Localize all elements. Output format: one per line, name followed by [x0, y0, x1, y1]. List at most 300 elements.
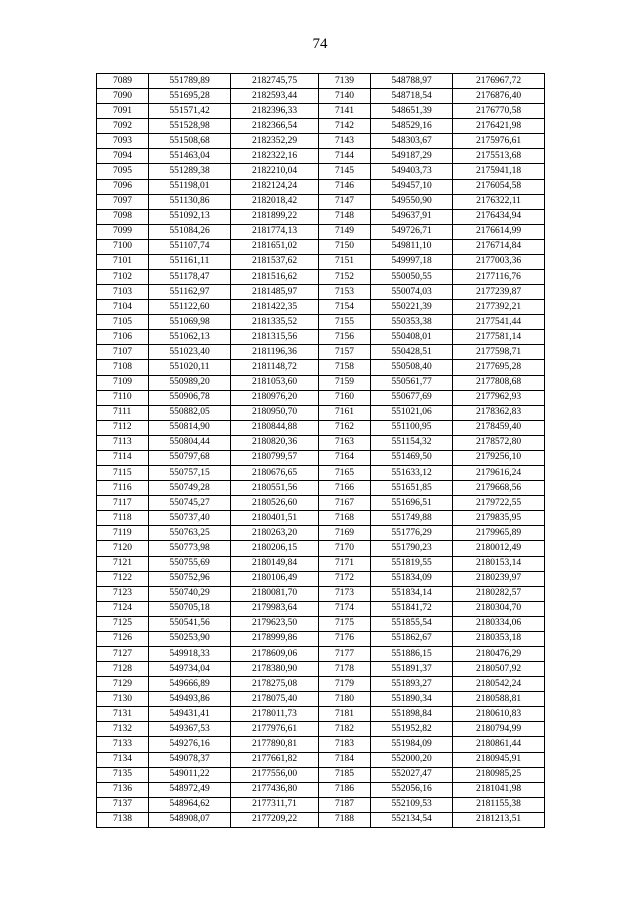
x-coordinate-left: 550757,15: [149, 466, 231, 481]
y-coordinate-right: 2180476,29: [453, 646, 545, 661]
x-coordinate-right: 550561,77: [371, 375, 453, 390]
x-coordinate-left: 551069,98: [149, 315, 231, 330]
table-row: [97, 767, 545, 782]
x-coordinate-left: 551162,97: [149, 285, 231, 300]
x-coordinate-left: 548964,62: [149, 797, 231, 812]
point-id-right: 7165: [319, 466, 371, 481]
table-row: [97, 631, 545, 646]
x-coordinate-left: 551092,13: [149, 209, 231, 224]
point-id-right: 7144: [319, 149, 371, 164]
point-id-right: 7174: [319, 601, 371, 616]
y-coordinate-right: 2176322,11: [453, 194, 545, 209]
table-row: [97, 104, 545, 119]
x-coordinate-left: 551789,89: [149, 74, 231, 89]
y-coordinate-right: 2180542,24: [453, 677, 545, 692]
x-coordinate-right: 551100,95: [371, 420, 453, 435]
x-coordinate-left: 548972,49: [149, 782, 231, 797]
x-coordinate-left: 551198,01: [149, 179, 231, 194]
x-coordinate-left: 549011,22: [149, 767, 231, 782]
y-coordinate-left: 2180799,57: [231, 450, 319, 465]
point-id-right: 7158: [319, 360, 371, 375]
point-id-left: 7108: [97, 360, 149, 375]
point-id-right: 7162: [319, 420, 371, 435]
point-id-left: 7113: [97, 435, 149, 450]
point-id-right: 7170: [319, 541, 371, 556]
table-row: [97, 752, 545, 767]
point-id-left: 7092: [97, 119, 149, 134]
y-coordinate-left: 2178275,08: [231, 677, 319, 692]
table-row: [97, 149, 545, 164]
x-coordinate-right: 552109,53: [371, 797, 453, 812]
y-coordinate-right: 2180861,44: [453, 737, 545, 752]
y-coordinate-right: 2181213,51: [453, 812, 545, 827]
point-id-right: 7178: [319, 662, 371, 677]
table-row: [97, 420, 545, 435]
point-id-left: 7129: [97, 677, 149, 692]
table-row: [97, 315, 545, 330]
table-row: [97, 164, 545, 179]
x-coordinate-left: 550773,98: [149, 541, 231, 556]
y-coordinate-right: 2178572,80: [453, 435, 545, 450]
table-row: [97, 390, 545, 405]
table-row: [97, 405, 545, 420]
y-coordinate-left: 2180149,84: [231, 556, 319, 571]
point-id-right: 7180: [319, 692, 371, 707]
point-id-right: 7141: [319, 104, 371, 119]
y-coordinate-right: 2181041,98: [453, 782, 545, 797]
y-coordinate-right: 2177116,76: [453, 270, 545, 285]
y-coordinate-right: 2180153,14: [453, 556, 545, 571]
y-coordinate-right: 2180945,91: [453, 752, 545, 767]
x-coordinate-right: 550353,38: [371, 315, 453, 330]
point-id-left: 7134: [97, 752, 149, 767]
y-coordinate-left: 2179983,64: [231, 601, 319, 616]
y-coordinate-right: 2176421,98: [453, 119, 545, 134]
point-id-left: 7124: [97, 601, 149, 616]
y-coordinate-right: 2177962,93: [453, 390, 545, 405]
table-row: [97, 466, 545, 481]
y-coordinate-left: 2180206,15: [231, 541, 319, 556]
y-coordinate-right: 2179722,55: [453, 496, 545, 511]
x-coordinate-left: 551130,86: [149, 194, 231, 209]
x-coordinate-right: 551819,55: [371, 556, 453, 571]
point-id-right: 7168: [319, 511, 371, 526]
point-id-right: 7167: [319, 496, 371, 511]
point-id-left: 7133: [97, 737, 149, 752]
x-coordinate-left: 551161,11: [149, 254, 231, 269]
point-id-right: 7151: [319, 254, 371, 269]
point-id-left: 7122: [97, 571, 149, 586]
x-coordinate-left: 551463,04: [149, 149, 231, 164]
x-coordinate-left: 550797,68: [149, 450, 231, 465]
point-id-left: 7112: [97, 420, 149, 435]
x-coordinate-right: 551021,06: [371, 405, 453, 420]
table-row: [97, 812, 545, 827]
point-id-right: 7172: [319, 571, 371, 586]
point-id-right: 7149: [319, 224, 371, 239]
point-id-left: 7136: [97, 782, 149, 797]
table-row: [97, 435, 545, 450]
point-id-left: 7106: [97, 330, 149, 345]
table-row: [97, 179, 545, 194]
x-coordinate-left: 550989,20: [149, 375, 231, 390]
x-coordinate-right: 551469,50: [371, 450, 453, 465]
x-coordinate-left: 550745,27: [149, 496, 231, 511]
y-coordinate-right: 2179616,24: [453, 466, 545, 481]
y-coordinate-right: 2176714,84: [453, 239, 545, 254]
y-coordinate-left: 2181537,62: [231, 254, 319, 269]
y-coordinate-right: 2176434,94: [453, 209, 545, 224]
x-coordinate-left: 551695,28: [149, 89, 231, 104]
y-coordinate-left: 2180401,51: [231, 511, 319, 526]
point-id-left: 7118: [97, 511, 149, 526]
y-coordinate-left: 2182396,33: [231, 104, 319, 119]
x-coordinate-right: 551790,23: [371, 541, 453, 556]
y-coordinate-right: 2176614,99: [453, 224, 545, 239]
y-coordinate-left: 2180976,20: [231, 390, 319, 405]
x-coordinate-left: 550814,90: [149, 420, 231, 435]
point-id-right: 7166: [319, 481, 371, 496]
table-row: [97, 797, 545, 812]
y-coordinate-left: 2181899,22: [231, 209, 319, 224]
point-id-right: 7169: [319, 526, 371, 541]
table-row: [97, 707, 545, 722]
x-coordinate-left: 549666,89: [149, 677, 231, 692]
point-id-right: 7160: [319, 390, 371, 405]
table-row: [97, 300, 545, 315]
table-row: [97, 375, 545, 390]
x-coordinate-left: 551508,68: [149, 134, 231, 149]
table-row: [97, 526, 545, 541]
y-coordinate-right: 2179256,10: [453, 450, 545, 465]
x-coordinate-left: 549431,41: [149, 707, 231, 722]
table-row: [97, 194, 545, 209]
point-id-right: 7163: [319, 435, 371, 450]
x-coordinate-right: 550428,51: [371, 345, 453, 360]
point-id-right: 7181: [319, 707, 371, 722]
table-row: [97, 737, 545, 752]
point-id-left: 7127: [97, 646, 149, 661]
point-id-left: 7111: [97, 405, 149, 420]
point-id-left: 7119: [97, 526, 149, 541]
x-coordinate-left: 549276,16: [149, 737, 231, 752]
x-coordinate-right: 551886,15: [371, 646, 453, 661]
x-coordinate-right: 551834,09: [371, 571, 453, 586]
x-coordinate-right: 549550,90: [371, 194, 453, 209]
y-coordinate-right: 2177392,21: [453, 300, 545, 315]
y-coordinate-right: 2178362,83: [453, 405, 545, 420]
y-coordinate-left: 2181774,13: [231, 224, 319, 239]
x-coordinate-right: 548529,16: [371, 119, 453, 134]
point-id-right: 7146: [319, 179, 371, 194]
x-coordinate-right: 550677,69: [371, 390, 453, 405]
x-coordinate-right: 550050,55: [371, 270, 453, 285]
x-coordinate-left: 551122,60: [149, 300, 231, 315]
y-coordinate-right: 2175941,18: [453, 164, 545, 179]
y-coordinate-left: 2178011,73: [231, 707, 319, 722]
point-id-right: 7176: [319, 631, 371, 646]
point-id-left: 7137: [97, 797, 149, 812]
point-id-left: 7107: [97, 345, 149, 360]
y-coordinate-right: 2180985,25: [453, 767, 545, 782]
x-coordinate-right: 552000,20: [371, 752, 453, 767]
x-coordinate-right: 551633,12: [371, 466, 453, 481]
point-id-left: 7117: [97, 496, 149, 511]
table-row: [97, 119, 545, 134]
y-coordinate-left: 2180676,65: [231, 466, 319, 481]
y-coordinate-left: 2178075,40: [231, 692, 319, 707]
x-coordinate-left: 551528,98: [149, 119, 231, 134]
y-coordinate-right: 2176770,58: [453, 104, 545, 119]
y-coordinate-right: 2180794,99: [453, 722, 545, 737]
y-coordinate-right: 2177003,36: [453, 254, 545, 269]
y-coordinate-left: 2181053,60: [231, 375, 319, 390]
table-row: [97, 646, 545, 661]
point-id-right: 7187: [319, 797, 371, 812]
point-id-left: 7132: [97, 722, 149, 737]
x-coordinate-left: 550804,44: [149, 435, 231, 450]
point-id-right: 7145: [319, 164, 371, 179]
y-coordinate-left: 2178999,86: [231, 631, 319, 646]
x-coordinate-left: 550906,78: [149, 390, 231, 405]
point-id-left: 7094: [97, 149, 149, 164]
point-id-right: 7184: [319, 752, 371, 767]
table-row: [97, 74, 545, 89]
table-row: [97, 662, 545, 677]
x-coordinate-right: 551834,14: [371, 586, 453, 601]
y-coordinate-left: 2177661,82: [231, 752, 319, 767]
x-coordinate-right: 551891,37: [371, 662, 453, 677]
y-coordinate-right: 2177598,71: [453, 345, 545, 360]
table-row: [97, 511, 545, 526]
point-id-left: 7102: [97, 270, 149, 285]
x-coordinate-right: 552027,47: [371, 767, 453, 782]
y-coordinate-right: 2177239,87: [453, 285, 545, 300]
point-id-right: 7186: [319, 782, 371, 797]
point-id-right: 7164: [319, 450, 371, 465]
table-row: [97, 345, 545, 360]
point-id-left: 7138: [97, 812, 149, 827]
y-coordinate-left: 2182018,42: [231, 194, 319, 209]
y-coordinate-right: 2180304,70: [453, 601, 545, 616]
point-id-right: 7182: [319, 722, 371, 737]
x-coordinate-left: 551107,74: [149, 239, 231, 254]
y-coordinate-right: 2179965,89: [453, 526, 545, 541]
point-id-right: 7188: [319, 812, 371, 827]
point-id-right: 7140: [319, 89, 371, 104]
point-id-right: 7147: [319, 194, 371, 209]
y-coordinate-right: 2180239,97: [453, 571, 545, 586]
point-id-right: 7155: [319, 315, 371, 330]
point-id-left: 7109: [97, 375, 149, 390]
y-coordinate-left: 2177209,22: [231, 812, 319, 827]
y-coordinate-left: 2181651,02: [231, 239, 319, 254]
y-coordinate-right: 2180334,06: [453, 616, 545, 631]
x-coordinate-right: 550508,40: [371, 360, 453, 375]
y-coordinate-right: 2179835,95: [453, 511, 545, 526]
x-coordinate-left: 550749,28: [149, 481, 231, 496]
point-id-left: 7089: [97, 74, 149, 89]
point-id-left: 7126: [97, 631, 149, 646]
x-coordinate-right: 549187,29: [371, 149, 453, 164]
y-coordinate-left: 2180106,49: [231, 571, 319, 586]
x-coordinate-right: 550408,01: [371, 330, 453, 345]
y-coordinate-right: 2177808,68: [453, 375, 545, 390]
y-coordinate-left: 2181315,56: [231, 330, 319, 345]
x-coordinate-left: 551062,13: [149, 330, 231, 345]
y-coordinate-left: 2182124,24: [231, 179, 319, 194]
y-coordinate-right: 2177581,14: [453, 330, 545, 345]
y-coordinate-right: 2180012,49: [453, 541, 545, 556]
table-row: [97, 586, 545, 601]
point-id-left: 7110: [97, 390, 149, 405]
coordinates-table: [96, 73, 545, 828]
point-id-left: 7103: [97, 285, 149, 300]
x-coordinate-right: 551651,85: [371, 481, 453, 496]
x-coordinate-right: 549726,71: [371, 224, 453, 239]
x-coordinate-left: 551023,40: [149, 345, 231, 360]
point-id-right: 7150: [319, 239, 371, 254]
point-id-left: 7099: [97, 224, 149, 239]
table-row: [97, 616, 545, 631]
point-id-left: 7114: [97, 450, 149, 465]
point-id-left: 7130: [97, 692, 149, 707]
x-coordinate-left: 551178,47: [149, 270, 231, 285]
x-coordinate-right: 551749,88: [371, 511, 453, 526]
page-number: 74: [312, 36, 328, 52]
point-id-right: 7154: [319, 300, 371, 315]
x-coordinate-right: 549403,73: [371, 164, 453, 179]
y-coordinate-left: 2180263,20: [231, 526, 319, 541]
x-coordinate-right: 551696,51: [371, 496, 453, 511]
x-coordinate-right: 552056,16: [371, 782, 453, 797]
x-coordinate-right: 548718,54: [371, 89, 453, 104]
x-coordinate-right: 548303,67: [371, 134, 453, 149]
point-id-left: 7135: [97, 767, 149, 782]
table-row: [97, 481, 545, 496]
y-coordinate-right: 2178459,40: [453, 420, 545, 435]
x-coordinate-left: 549367,53: [149, 722, 231, 737]
point-id-left: 7128: [97, 662, 149, 677]
x-coordinate-left: 551020,11: [149, 360, 231, 375]
point-id-left: 7095: [97, 164, 149, 179]
x-coordinate-right: 551890,34: [371, 692, 453, 707]
x-coordinate-right: 551898,84: [371, 707, 453, 722]
table-row: [97, 722, 545, 737]
x-coordinate-right: 548788,97: [371, 74, 453, 89]
y-coordinate-right: 2181155,38: [453, 797, 545, 812]
x-coordinate-left: 550737,40: [149, 511, 231, 526]
y-coordinate-left: 2177890,81: [231, 737, 319, 752]
point-id-left: 7101: [97, 254, 149, 269]
table-row: [97, 541, 545, 556]
y-coordinate-left: 2178609,06: [231, 646, 319, 661]
y-coordinate-right: 2176967,72: [453, 74, 545, 89]
point-id-right: 7156: [319, 330, 371, 345]
point-id-left: 7120: [97, 541, 149, 556]
point-id-right: 7157: [319, 345, 371, 360]
table-row: [97, 496, 545, 511]
point-id-left: 7091: [97, 104, 149, 119]
y-coordinate-right: 2177541,44: [453, 315, 545, 330]
x-coordinate-left: 551084,26: [149, 224, 231, 239]
y-coordinate-left: 2180526,60: [231, 496, 319, 511]
y-coordinate-left: 2180820,36: [231, 435, 319, 450]
table-row: [97, 239, 545, 254]
x-coordinate-right: 550221,39: [371, 300, 453, 315]
y-coordinate-left: 2182322,16: [231, 149, 319, 164]
table-row: [97, 601, 545, 616]
point-id-right: 7143: [319, 134, 371, 149]
x-coordinate-right: 551154,32: [371, 435, 453, 450]
y-coordinate-left: 2179623,50: [231, 616, 319, 631]
y-coordinate-right: 2179668,56: [453, 481, 545, 496]
point-id-right: 7152: [319, 270, 371, 285]
x-coordinate-left: 550763,25: [149, 526, 231, 541]
y-coordinate-right: 2176054,58: [453, 179, 545, 194]
table-row: [97, 134, 545, 149]
x-coordinate-right: 548651,39: [371, 104, 453, 119]
y-coordinate-right: 2177695,28: [453, 360, 545, 375]
point-id-right: 7148: [319, 209, 371, 224]
y-coordinate-left: 2182593,44: [231, 89, 319, 104]
point-id-left: 7097: [97, 194, 149, 209]
table-row: [97, 285, 545, 300]
y-coordinate-left: 2177436,80: [231, 782, 319, 797]
point-id-right: 7153: [319, 285, 371, 300]
y-coordinate-left: 2180081,70: [231, 586, 319, 601]
point-id-left: 7100: [97, 239, 149, 254]
point-id-right: 7185: [319, 767, 371, 782]
y-coordinate-left: 2181422,35: [231, 300, 319, 315]
y-coordinate-left: 2178380,90: [231, 662, 319, 677]
point-id-right: 7159: [319, 375, 371, 390]
x-coordinate-right: 549811,10: [371, 239, 453, 254]
table-row: [97, 692, 545, 707]
table-row: [97, 571, 545, 586]
y-coordinate-right: 2175976,61: [453, 134, 545, 149]
x-coordinate-right: 551776,29: [371, 526, 453, 541]
x-coordinate-left: 549493,86: [149, 692, 231, 707]
table-row: [97, 224, 545, 239]
y-coordinate-left: 2182745,75: [231, 74, 319, 89]
point-id-left: 7090: [97, 89, 149, 104]
y-coordinate-left: 2177976,61: [231, 722, 319, 737]
table-row: [97, 677, 545, 692]
y-coordinate-left: 2182352,29: [231, 134, 319, 149]
y-coordinate-left: 2177311,71: [231, 797, 319, 812]
point-id-right: 7175: [319, 616, 371, 631]
table-row: [97, 209, 545, 224]
y-coordinate-left: 2180950,70: [231, 405, 319, 420]
table-row: [97, 450, 545, 465]
x-coordinate-right: 549637,91: [371, 209, 453, 224]
x-coordinate-right: 550074,03: [371, 285, 453, 300]
x-coordinate-right: 551841,72: [371, 601, 453, 616]
y-coordinate-right: 2180610,83: [453, 707, 545, 722]
x-coordinate-right: 551862,67: [371, 631, 453, 646]
x-coordinate-right: 549457,10: [371, 179, 453, 194]
x-coordinate-right: 551952,82: [371, 722, 453, 737]
y-coordinate-right: 2176876,40: [453, 89, 545, 104]
table-row: [97, 556, 545, 571]
point-id-left: 7104: [97, 300, 149, 315]
y-coordinate-right: 2180282,57: [453, 586, 545, 601]
table-row: [97, 89, 545, 104]
y-coordinate-left: 2180551,56: [231, 481, 319, 496]
y-coordinate-left: 2177556,00: [231, 767, 319, 782]
x-coordinate-left: 550740,29: [149, 586, 231, 601]
